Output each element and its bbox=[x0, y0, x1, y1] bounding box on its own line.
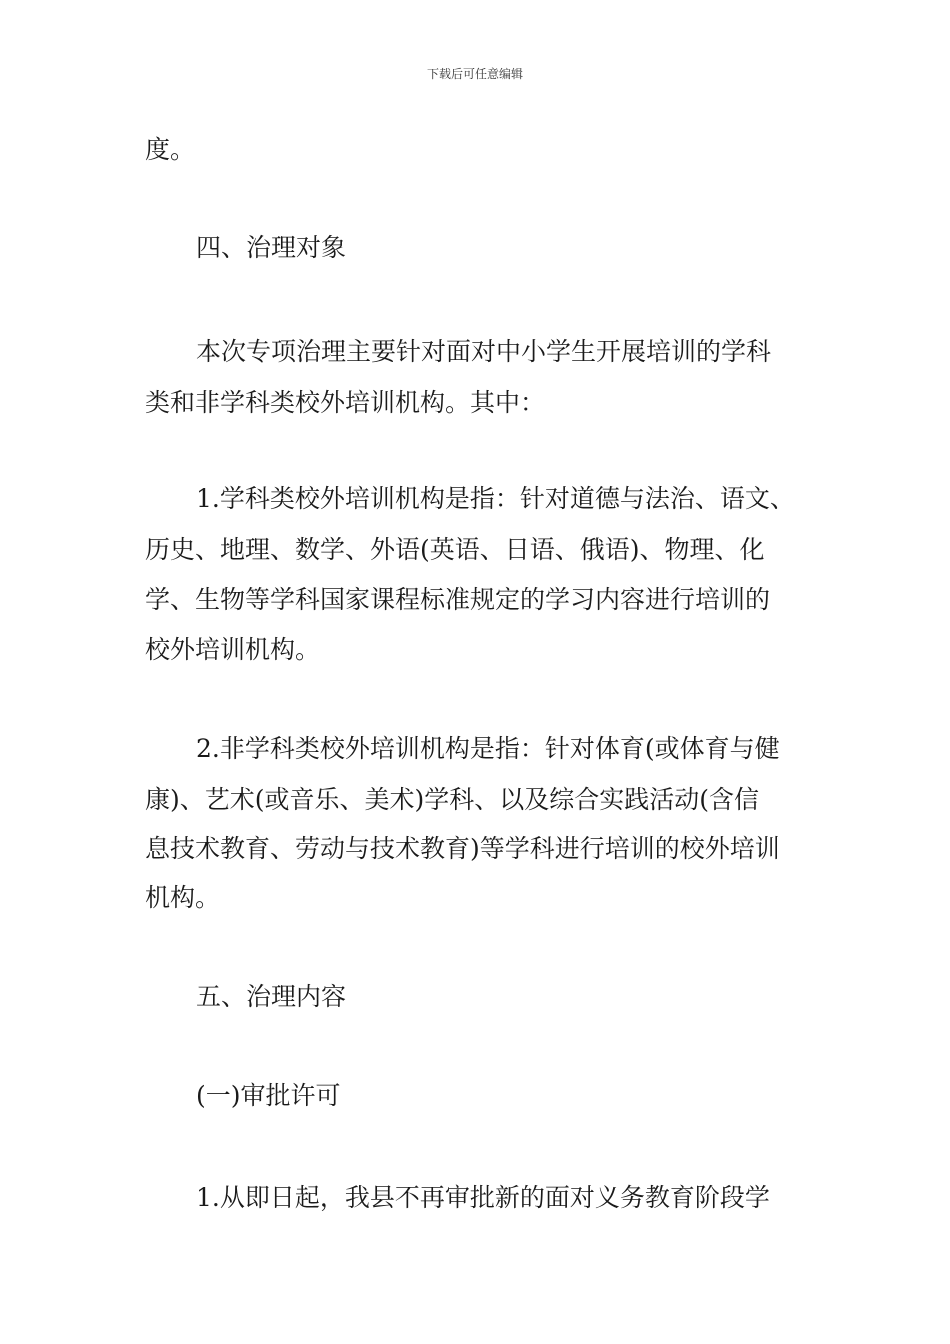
paragraph-line: 本次专项治理主要针对面对中小学生开展培训的学科 bbox=[196, 337, 772, 366]
section-heading-4: 四、治理对象 bbox=[196, 233, 347, 262]
list-item-1-line: 历史、地理、数学、外语(英语、日语、俄语)、物理、化 bbox=[145, 535, 765, 564]
subsection-heading: (一)审批许可 bbox=[196, 1081, 341, 1110]
list-item-1-line: 1.学科类校外培训机构是指：针对道德与法治、语文、 bbox=[196, 484, 795, 513]
list-item-2-line: 康)、艺术(或音乐、美术)学科、以及综合实践活动(含信 bbox=[145, 785, 760, 814]
paragraph-line: 1.从即日起，我县不再审批新的面对义务教育阶段学 bbox=[196, 1183, 770, 1212]
page-header: 下载后可任意编辑 bbox=[426, 67, 523, 81]
list-item-2-line: 机构。 bbox=[145, 883, 221, 912]
list-item-2-line: 息技术教育、劳动与技术教育)等学科进行培训的校外培训 bbox=[145, 834, 780, 863]
section-heading-5: 五、治理内容 bbox=[196, 982, 347, 1011]
paragraph-line: 类和非学科类校外培训机构。其中： bbox=[145, 388, 546, 417]
list-item-1-line: 校外培训机构。 bbox=[145, 635, 321, 664]
list-item-1-line: 学、生物等学科国家课程标准规定的学习内容进行培训的 bbox=[145, 585, 771, 614]
paragraph-continuation: 度。 bbox=[145, 135, 196, 164]
list-item-2-line: 2.非学科类校外培训机构是指：针对体育(或体育与健 bbox=[196, 734, 780, 763]
